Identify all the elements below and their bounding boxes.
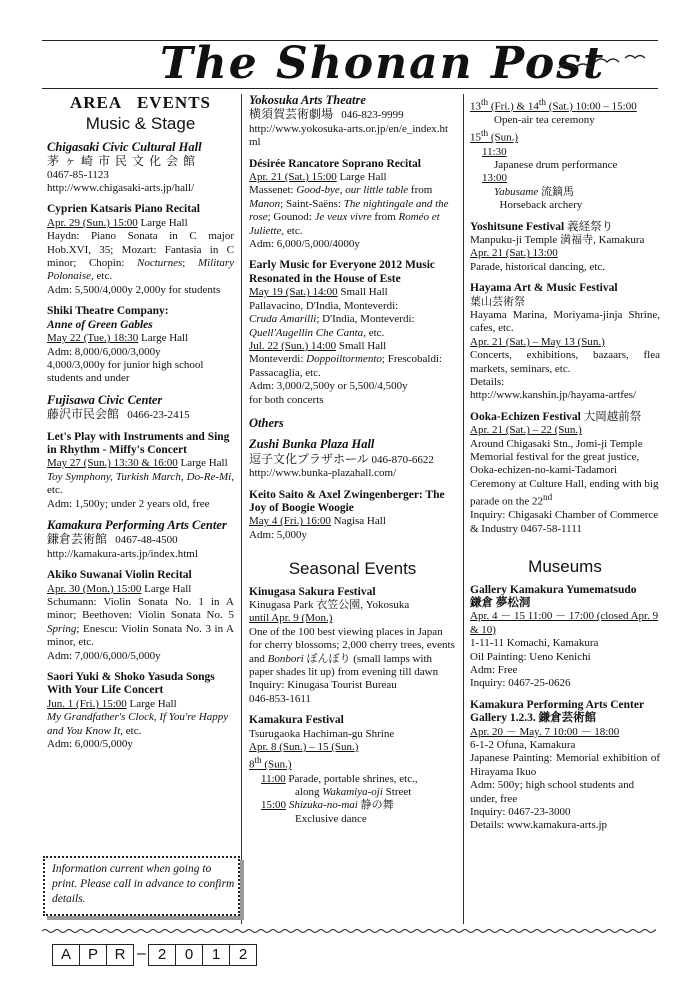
- event-date: May 22 (Tue.) 18:30: [47, 332, 139, 345]
- event-venue: Large Hall: [177, 457, 228, 470]
- program-title: Roméo et Juliette: [249, 211, 440, 237]
- music-stage-heading: Music & Stage: [85, 114, 196, 134]
- event-admission: Adm: 6,000/5,000y: [47, 738, 133, 751]
- event-venue: Small Hall: [336, 339, 387, 352]
- event-title: Ooka-Echizen Festival: [470, 410, 581, 423]
- month-letter: R: [114, 946, 126, 963]
- program-title: Manon: [249, 197, 281, 210]
- column-divider-2: [463, 94, 464, 924]
- event-admission: Adm: 5,500/4,000y 2,000y for students: [47, 283, 221, 296]
- program-text: ;: [182, 257, 198, 270]
- venue-name: Chigasaki Civic Cultural Hall: [47, 139, 202, 154]
- event-place: Manpuku-ji Temple 満福寺, Kamakura: [470, 233, 645, 246]
- event-description: Exclusive dance: [295, 812, 367, 825]
- event-title: Keito Saito & Axel Zwingenberger: The Joy of Boogie Woogie: [249, 488, 445, 514]
- ordinal-suffix: th: [481, 128, 489, 139]
- event-inquiry: Inquiry: Chigasaki Chamber of Commerce & Industry 0467-58-1111: [470, 509, 659, 535]
- museums-heading: Museums: [528, 557, 602, 577]
- program-title: Spring: [47, 622, 77, 635]
- event-venue: Large Hall: [336, 171, 387, 184]
- event-time: (Sat.) 10:00 – 15:00: [545, 100, 637, 113]
- event-inquiry-phone: 046-853-1611: [249, 692, 311, 705]
- event-admission: Adm: 6,000/5,000/4000y: [249, 238, 360, 251]
- event-description: Concerts, exhibitions, bazaars, flea markets, seminars, etc.: [470, 349, 660, 375]
- gallery-details[interactable]: Details: www.kamakura-arts.jp: [470, 819, 608, 832]
- ordinal-suffix: nd: [543, 492, 553, 503]
- event-title: Désirée Rancatore Soprano Recital: [249, 157, 421, 170]
- column-divider-1: [241, 94, 242, 924]
- event-title: Early Music for Everyone 2012 Music Resonated in the House of Este: [249, 259, 435, 285]
- program-title: Toy Symphony, Turkish March, Do-Re-Mi: [47, 470, 232, 483]
- event-venue: Large Hall: [126, 697, 177, 710]
- event-inquiry: Inquiry: Kinugasa Tourist Bureau: [249, 679, 397, 692]
- event-admission: Adm: 3,000/2,500y or 5,500/4,500y: [249, 380, 408, 393]
- zushi-block: [249, 438, 456, 480]
- program-title: Bonbori: [267, 652, 304, 665]
- others-heading: Others: [249, 415, 284, 430]
- suwanai-event: [47, 569, 234, 663]
- program-text: Massenet:: [249, 184, 297, 197]
- event-date: until Apr. 9 (Mon.): [249, 612, 333, 625]
- venue-name: Fujisawa Civic Center: [47, 392, 163, 407]
- event-description: Around Chigasaki Stn., Jomi-ji Temple Memorial festival for the great justice, Ooka-echizen-no-kami-Tadamori Ceremony at Culture Hall, ending with big parade on the 22: [470, 437, 659, 508]
- event-date: May 19 (Sat.) 14:00: [249, 286, 338, 299]
- program-title: Good-bye, our little table: [296, 184, 409, 197]
- yoshitsune-event: [470, 221, 660, 275]
- gallery-title-jp: 鎌倉芸術館: [535, 712, 597, 725]
- gallery-dates: Apr. 4 － 15 11:00 － 17:00 (closed Apr. 9 & 10): [470, 610, 659, 636]
- event-place: Kinugasa Park 衣笠公園, Yokosuka: [249, 599, 410, 611]
- program-text: , etc.: [47, 470, 234, 497]
- event-day: (Fri.) & 14: [488, 100, 539, 113]
- event-program: [249, 184, 456, 238]
- event-title: Let's Play with Instruments and Sing in Rhythm - Miffy's Concert: [47, 430, 230, 456]
- katsaris-event: [47, 203, 234, 297]
- miffy-event: [47, 431, 234, 511]
- event-title: Saori Yuki & Shoko Yasuda Songs With Your Life Concert: [47, 671, 215, 697]
- gallery-title: Kamakura Performing Arts Center: [470, 698, 645, 711]
- event-day: 15: [470, 132, 481, 145]
- event-admission-note: 4,000/3,000y for junior high school students and under: [47, 358, 204, 385]
- event-admission: Adm: 5,000y: [249, 528, 308, 541]
- gallery-admission: Adm: 500y; high school students and under, free: [470, 779, 635, 805]
- masthead-rule-bottom: [42, 88, 658, 89]
- event-description: Open-air tea ceremony: [494, 114, 595, 127]
- shiki-event: [47, 305, 234, 385]
- program-title: Nocturnes: [137, 257, 183, 270]
- gallery-admission: Adm: Free: [470, 664, 518, 676]
- event-date: May 27 (Sun.) 13:30 & 16:00: [47, 457, 178, 470]
- program-text: Haydn: Piano Sonata in C major Hob.XVI, 35; Mozart: Fantasia in C minor; Chopin:: [47, 230, 234, 270]
- event-title: Akiko Suwanai Violin Recital: [47, 569, 192, 582]
- event-title: Kamakura Festival: [249, 714, 344, 727]
- event-description: (small lamps with paper shades lit up) from evening till dawn: [249, 652, 439, 679]
- program-text: Pallavacino, D'India, Monteverdi:: [249, 299, 399, 312]
- program-title: The nightingale and the rose: [249, 197, 449, 224]
- event-admission-note: for both concerts: [249, 393, 324, 406]
- venue-phone: 0467-85-1123: [47, 168, 109, 181]
- year-digit: 0: [176, 945, 203, 965]
- event-venue: Large Hall: [137, 216, 188, 229]
- jp-term: 流鏑馬: [538, 185, 574, 198]
- venue-name-jp: 逗子文化プラザホール: [249, 451, 369, 466]
- program-text: , etc.: [120, 724, 142, 737]
- event-admission: Adm: 8,000/6,000/3,000y: [47, 345, 161, 358]
- program-title: Military Polonaise: [47, 257, 235, 283]
- issue-date-dash: –: [137, 945, 146, 962]
- event-date: Apr. 21 (Sat.) – May 13 (Sun.): [470, 335, 605, 348]
- event-venue: Large Hall: [141, 582, 192, 595]
- program-text: Schumann: Violin Sonata No. 1 in A minor; Beethoven: Violin Sonata No. 5: [47, 596, 234, 622]
- event-description: Japanese drum performance: [494, 158, 618, 171]
- venue-name: Zushi Bunka Plaza Hall: [249, 437, 375, 452]
- gallery-inquiry: Inquiry: 0467-23-3000: [470, 806, 571, 819]
- venue-name-jp: 鎌倉芸術館: [47, 532, 108, 547]
- event-date: Apr. 21 (Sat.) – 22 (Sun.): [470, 424, 582, 437]
- event-day: (Sun.): [261, 759, 292, 772]
- program-text: , etc.: [281, 224, 303, 237]
- month-letter: A: [53, 945, 80, 965]
- gallery-address: 6-1-2 Ofuna, Kamakura: [470, 739, 576, 752]
- event-description: One of the 100 best viewing places in Japan for cherry blossoms; 2,000 cherry trees, events and: [249, 625, 455, 665]
- street-name: Wakamiya-oji: [322, 785, 383, 798]
- year-digit: 2: [149, 945, 176, 965]
- venue-name-jp: 茅ヶ崎市民文化会館: [47, 154, 201, 169]
- gallery-title: Gallery 1.2.3.: [470, 712, 536, 725]
- program-text: ; Enescu: Violin Sonata No. 3 in A minor, etc.: [47, 622, 234, 649]
- event-title: Kinugasa Sakura Festival: [249, 585, 376, 598]
- event-place: Hayama Marina, Moriyama-jinja Shrine, cafes, etc.: [470, 309, 660, 335]
- hayama-event: [470, 282, 660, 403]
- program-title: Shizuka-no-mai: [286, 799, 358, 812]
- fujisawa-block: [47, 394, 234, 423]
- venue-name: Kamakura Performing Arts Center: [47, 517, 227, 532]
- program-title: Cruda Amarilli: [249, 313, 317, 326]
- ooka-event: [470, 411, 660, 536]
- event-time: 11:30: [482, 145, 507, 158]
- event-description: Horseback archery: [494, 199, 583, 212]
- venue-url[interactable]: http://kamakura-arts.jp/index.html: [47, 547, 198, 560]
- gallery-exhibition: Oil Painting: Ueno Kenichi: [470, 650, 591, 663]
- yumematsudo-gallery: [470, 584, 660, 691]
- gallery-title-jp: 鎌倉 夢松洞: [470, 596, 531, 609]
- event-title: Shiki Theatre Company:: [47, 305, 169, 318]
- venue-name-jp: 横須賀芸術劇場: [249, 107, 334, 122]
- program-text: ; Saint-Saëns:: [280, 197, 344, 210]
- yuki-event: [47, 671, 234, 751]
- ordinal-suffix: th: [481, 97, 489, 107]
- event-venue: Small Hall: [337, 286, 388, 299]
- gallery-inquiry: Inquiry: 0467-25-0626: [470, 677, 571, 690]
- ordinal-suffix: th: [538, 97, 546, 107]
- gallery-exhibition: Japanese Painting: Memorial exhibition of Hirayama Ikuo: [470, 752, 660, 778]
- info-notice-box: Information current when going to print. Please call in advance to confirm details.: [43, 856, 240, 916]
- program-text: from: [371, 211, 399, 224]
- venue-phone: 0466-23-2415: [127, 409, 190, 422]
- program-text: ; Frescobaldi: Passacaglia, etc.: [249, 353, 443, 379]
- event-date: Jul. 22 (Sun.) 14:00: [249, 339, 337, 352]
- event-date: Apr. 29 (Sun.) 15:00: [47, 216, 138, 229]
- program-title: Yabusame: [494, 185, 539, 198]
- event-place: Tsurugaoka Hachiman-gu Shrine: [249, 727, 395, 740]
- left-column: [47, 94, 234, 759]
- event-description: Parade, historical dancing, etc.: [470, 260, 606, 273]
- saito-event: [249, 489, 456, 543]
- kamakura-festival-event: [249, 714, 456, 826]
- event-date: Apr. 8 (Sun.) – 15 (Sun.): [249, 741, 359, 754]
- kamakura-pac-block: [47, 519, 234, 561]
- middle-column: [249, 94, 456, 834]
- seasonal-events-heading: Seasonal Events: [288, 559, 417, 579]
- footer-wave-divider: [42, 928, 656, 934]
- event-day: 8: [249, 759, 255, 772]
- year-digit: 2: [238, 946, 248, 963]
- event-description: Parade, portable shrines, etc.,: [285, 772, 418, 785]
- venue-url[interactable]: http://www.yokosuka-arts.or.jp/en/e_index.html: [249, 122, 449, 149]
- program-text: ; D'India, Monteverdi:: [316, 313, 415, 326]
- program-text: from: [408, 184, 433, 197]
- event-title: Cyprien Katsaris Piano Recital: [47, 203, 200, 216]
- jp-term: 静の舞: [357, 799, 394, 812]
- gallery-dates: Apr. 20 － May. 7 10:00 － 18:00: [470, 725, 620, 738]
- gallery-title: Gallery Kamakura Yumematsudo: [470, 583, 637, 596]
- venue-url[interactable]: http://www.bunka-plazahall.com/: [249, 467, 397, 480]
- event-url[interactable]: http://www.kanshin.jp/hayama-artfes/: [470, 389, 637, 402]
- event-date: Apr. 21 (Sat.) 13:00: [470, 247, 558, 260]
- issue-year-box: [148, 944, 257, 966]
- venue-phone: 046-823-9999: [341, 109, 404, 122]
- year-digit: 1: [203, 945, 230, 965]
- event-time: 13:00: [482, 172, 508, 185]
- area-events-heading: AREA EVENTS: [69, 93, 211, 112]
- program-text: , etc.: [363, 326, 385, 339]
- venue-url[interactable]: http://www.chigasaki-arts.jp/hall/: [47, 182, 195, 195]
- event-subtitle: Anne of Green Gables: [47, 318, 153, 331]
- event-time: 15:00: [261, 799, 287, 812]
- program-title: Je veux vivre: [314, 211, 372, 224]
- month-letter: P: [80, 945, 107, 965]
- kinugasa-event: [249, 586, 456, 707]
- event-admission: Adm: 7,000/6,000/5,000y: [47, 649, 161, 662]
- event-admission: Adm: 1,500y; under 2 years old, free: [47, 497, 210, 510]
- masthead-title: The Shonan Post: [160, 38, 606, 89]
- event-details-label: Details:: [470, 376, 505, 389]
- rancatore-event: [249, 158, 456, 252]
- event-date: Apr. 30 (Mon.) 15:00: [47, 582, 142, 595]
- program-title: Doppoiltormento: [306, 353, 382, 366]
- event-program: [47, 230, 234, 284]
- program-text: Monteverdi:: [249, 353, 307, 366]
- seagull-icon: [555, 52, 655, 78]
- event-date: Jun. 1 (Fri.) 15:00: [47, 697, 127, 710]
- chigasaki-hall-block: [47, 141, 234, 196]
- venue-phone: 046-870-6622: [371, 453, 434, 466]
- kamakura-festival-continued: [470, 96, 660, 213]
- right-column: [470, 96, 660, 841]
- event-title-jp: 大岡越前祭: [580, 410, 642, 423]
- event-venue: Large Hall: [138, 332, 189, 345]
- venue-name-jp: 藤沢市民会館: [47, 407, 120, 422]
- event-title-jp: 葉山芸術祭: [470, 295, 525, 308]
- program-title: Quell'Augellin Che Canta: [249, 326, 364, 339]
- program-title: My Grandfather's Clock, If You're Happy and You Know It: [47, 711, 229, 737]
- issue-month-box: [52, 944, 134, 966]
- event-title-jp: 義経祭り: [564, 220, 614, 233]
- event-time: 11:00: [261, 772, 286, 785]
- gallery-address: 1-11-11 Komachi, Kamakura: [470, 637, 599, 650]
- kpac-gallery: [470, 699, 660, 833]
- program-text: , etc.: [91, 270, 113, 283]
- early-music-event: [249, 259, 456, 406]
- ordinal-suffix: th: [254, 755, 262, 766]
- venue-name: Yokosuka Arts Theatre: [249, 93, 366, 107]
- program-text: ; Gounod:: [267, 211, 315, 224]
- event-title: Yoshitsune Festival: [470, 220, 565, 233]
- event-date: Apr. 21 (Sat.) 15:00: [249, 171, 337, 184]
- event-description: along: [295, 785, 323, 798]
- jp-term: ぼんぼり: [303, 652, 351, 665]
- event-title: Hayama Art & Music Festival: [470, 282, 618, 295]
- yokosuka-block: [249, 94, 456, 150]
- event-date: May 4 (Fri.) 16:00: [249, 515, 331, 528]
- venue-phone: 0467-48-4500: [115, 534, 178, 547]
- event-day: (Sun.): [488, 132, 519, 145]
- event-venue: Nagisa Hall: [330, 515, 386, 528]
- event-day: 13: [470, 100, 481, 113]
- event-description: Street: [382, 785, 412, 798]
